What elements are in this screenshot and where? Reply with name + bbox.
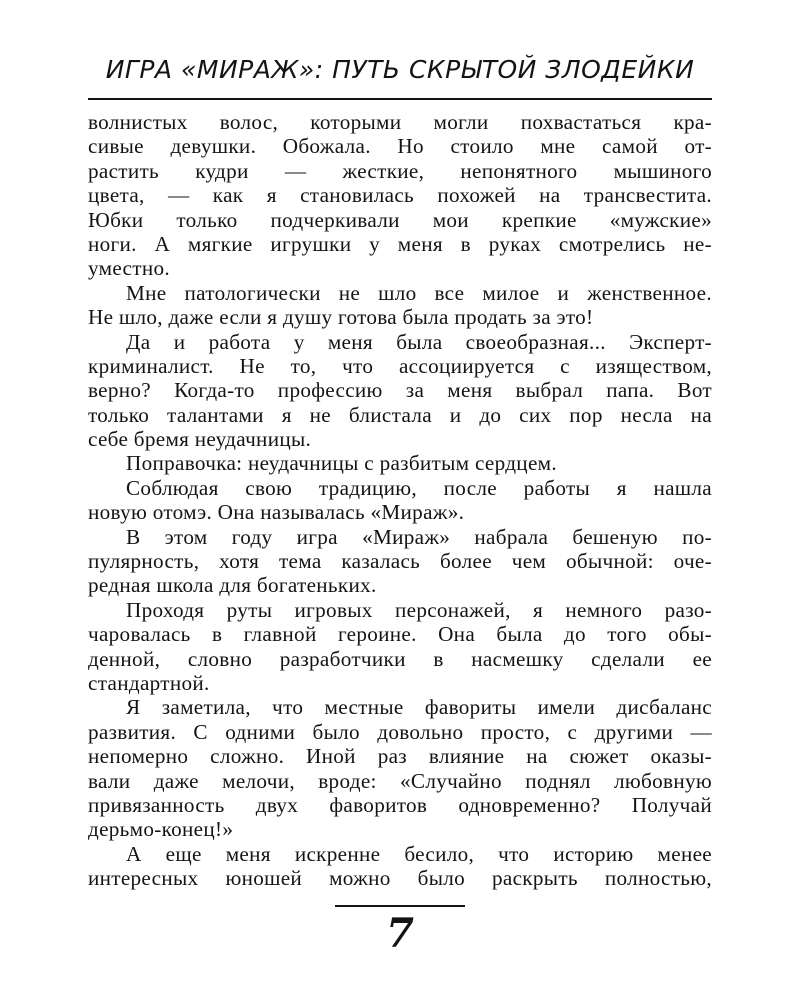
body-text <box>88 110 712 891</box>
text-line: растить кудри — жесткие, непонятного мышиного <box>88 158 712 183</box>
text-line: Проходя руты игровых персонажей, я немного разо- <box>126 597 712 622</box>
text-line: редная школа для богатеньких. <box>88 573 377 598</box>
text-line: Да и работа у меня была своеобразная... Эксперт- <box>126 329 712 354</box>
text-line: Мне патологически не шло все милое и женственное. <box>126 280 712 305</box>
paragraph <box>88 110 712 281</box>
text-line: Соблюдая свою традицию, после работы я нашла <box>126 475 712 500</box>
text-line: А еще меня искренне бесило, что историю менее <box>126 841 712 866</box>
paragraph <box>88 476 712 525</box>
text-line: пулярность, хотя тема казалась более чем обычной: оче- <box>88 549 712 574</box>
header-divider <box>88 98 712 100</box>
text-line: Не шло, даже если я душу готова была продать за это! <box>88 305 594 330</box>
text-line: дерьмо-конец!» <box>88 817 234 842</box>
paragraph <box>88 695 712 841</box>
text-line: В этом году игра «Мираж» набрала бешеную по- <box>126 524 712 549</box>
paragraph <box>88 598 712 696</box>
text-line: Юбки только подчеркивали мои крепкие «мужские» <box>88 207 712 232</box>
text-line: цвета, — как я становилась похожей на трансвестита. <box>88 183 712 208</box>
text-line: ноги. А мягкие игрушки у меня в руках смотрелись не- <box>88 231 712 256</box>
text-line: непомерно сложно. Иной раз влияние на сюжет оказы- <box>88 744 712 769</box>
paragraph <box>88 330 712 452</box>
paragraph <box>88 525 712 598</box>
text-line: Поправочка: неудачницы с разбитым сердцем. <box>126 451 557 476</box>
text-line: развития. С одними было довольно просто, с другими — <box>88 719 712 744</box>
text-line: стандартной. <box>88 670 210 695</box>
text-line: привязанность двух фаворитов одновременно? Получай <box>88 792 712 817</box>
text-line: уместно. <box>88 256 170 281</box>
page-number: 7 <box>386 910 414 957</box>
text-line: волнистых волос, которыми могли похвастаться кра- <box>88 110 712 134</box>
running-header: ИГРА «МИРАЖ»: ПУТЬ СКРЫТОЙ ЗЛОДЕЙКИ <box>105 55 695 84</box>
text-line: чаровалась в главной героине. Она была до того обы- <box>88 622 712 647</box>
text-line: верно? Когда-то профессию за меня выбрал папа. Вот <box>88 378 712 403</box>
paragraph <box>88 451 712 475</box>
text-line: вали даже мелочи, вроде: «Случайно поднял любовную <box>88 768 712 793</box>
text-line: криминалист. Не то, что ассоциируется с изяществом, <box>88 353 712 378</box>
text-line: новую отомэ. Она называлась «Мираж». <box>88 500 465 525</box>
text-line: интересных юношей можно было раскрыть полностью, <box>88 866 712 891</box>
paragraph <box>88 842 712 891</box>
text-line: Я заметила, что местные фавориты имели дисбаланс <box>126 695 712 720</box>
paragraph <box>88 281 712 330</box>
text-line: себе бремя неудачницы. <box>88 427 312 452</box>
text-line: денной, словно разработчики в насмешку сделали ее <box>88 646 712 671</box>
footer-divider <box>335 905 465 907</box>
text-line: сивые девушки. Обожала. Но стоило мне самой от- <box>88 134 712 159</box>
text-line: только талантами я не блистала и до сих пор несла на <box>88 402 712 427</box>
